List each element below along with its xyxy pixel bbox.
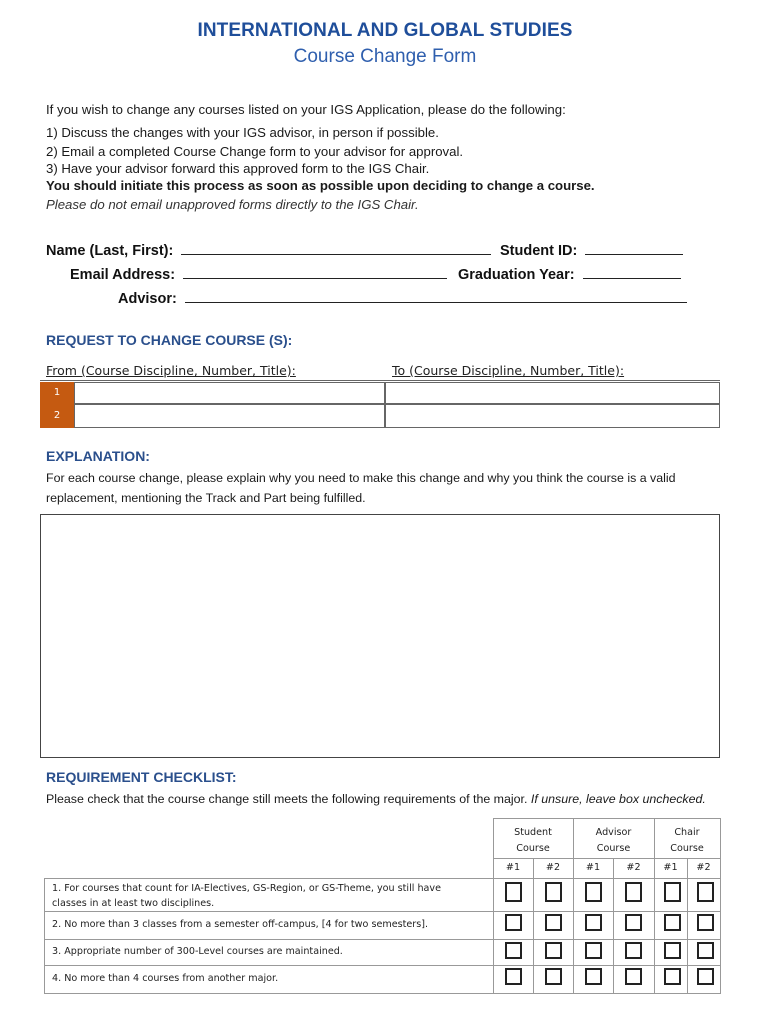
intro-step-3: 3) Have your advisor forward this approved form to the IGS Chair. [46,161,430,176]
student-course-2-checkbox-req-4[interactable] [545,968,562,985]
chair-course-1-checkbox-req-2[interactable] [664,914,681,931]
group-header-line: Course [670,843,704,854]
student-course-2-checkbox-req-1[interactable] [545,882,562,902]
request-heading: REQUEST TO CHANGE COURSE (S): [46,332,293,348]
divider [44,939,720,940]
chair-course-1-checkbox-req-4[interactable] [664,968,681,985]
intro-italic-note: Please do not email unapproved forms directly to the IGS Chair. [46,197,419,212]
form-title: INTERNATIONAL AND GLOBAL STUDIES [197,20,573,41]
requirement-4: 4. No more than 4 courses from another major. [52,973,279,984]
group-header-line: Chair [674,827,700,838]
explanation-line: For each course change, please explain why you need to make this change and why you think the course is a valid [46,471,676,485]
advisor-course-2-checkbox-req-2[interactable] [625,914,642,931]
explanation-heading: EXPLANATION: [46,448,150,464]
checklist-heading: REQUIREMENT CHECKLIST: [46,769,237,785]
explanation-line: replacement, mentioning the Track and Part being fulfilled. [46,491,366,505]
form-subtitle: Course Change Form [293,46,477,67]
checklist-instruction-text: Please check that the course change still meets the following requirements of the major. [46,792,528,806]
requirement-3: 3. Appropriate number of 300-Level courses are maintained. [52,946,343,957]
chair-course-header [654,825,720,857]
subcol-header: #2 [545,862,561,873]
subcol-header: #1 [663,862,678,873]
student-course-1-checkbox-req-4[interactable] [505,968,522,985]
student-course-1-checkbox-req-1[interactable] [505,882,522,902]
subcol-header: #1 [585,862,601,873]
chair-course-2-checkbox-req-1[interactable] [697,882,714,902]
from-column-header: From (Course Discipline, Number, Title): [46,363,296,378]
row-number-1: 1 [40,382,74,404]
group-header-line: Course [596,843,631,854]
checklist-instruction-italic: If unsure, leave box unchecked. [530,792,706,806]
chair-course-1-checkbox-req-3[interactable] [664,942,681,959]
chair-course-1-checkbox-req-1[interactable] [664,882,681,902]
requirement-2: 2. No more than 3 classes from a semester off-campus, [4 for two semesters]. [52,919,428,930]
intro-step-1: 1) Discuss the changes with your IGS advisor, in person if possible. [46,125,439,140]
divider [493,818,720,819]
divider [493,858,720,859]
requirement-text: classes in at least two disciplines. [52,898,215,909]
subcol-header: #2 [696,862,711,873]
group-header-line: Course [516,843,550,854]
advisor-course-header [573,825,654,857]
requirement-text: 1. For courses that count for IA-Electives, GS-Region, or GS-Theme, you still have [52,883,442,894]
intro-bold-note: You should initiate this process as soon as possible upon deciding to change a course. [46,178,595,193]
email-label: Email Address: [70,267,176,283]
student-course-2-checkbox-req-2[interactable] [545,914,562,931]
to-column-header: To (Course Discipline, Number, Title): [392,363,625,378]
name-label: Name (Last, First): [46,243,174,259]
requirement-1 [52,881,492,911]
chair-course-2-checkbox-req-2[interactable] [697,914,714,931]
student-course-1-checkbox-req-3[interactable] [505,942,522,959]
advisor-course-2-checkbox-req-1[interactable] [625,882,642,902]
divider [44,878,45,994]
divider [44,878,720,879]
student-id-label: Student ID: [500,243,578,259]
student-course-header [493,825,573,857]
intro-step-2: 2) Email a completed Course Change form to your advisor for approval. [46,144,464,159]
advisor-course-2-checkbox-req-3[interactable] [625,942,642,959]
group-header-line: Advisor [595,827,632,838]
chair-course-2-checkbox-req-4[interactable] [697,968,714,985]
chair-course-2-checkbox-req-3[interactable] [697,942,714,959]
subcol-header: #2 [626,862,641,873]
advisor-course-1-checkbox-req-2[interactable] [585,914,602,931]
divider [44,993,720,994]
group-header-line: Student [514,827,552,838]
divider [44,965,720,966]
advisor-course-1-checkbox-req-4[interactable] [585,968,602,985]
student-course-2-checkbox-req-3[interactable] [545,942,562,959]
subcol-header: #1 [505,862,521,873]
grad-year-label: Graduation Year: [458,267,575,283]
divider [720,818,721,994]
row-number-2: 2 [40,404,74,428]
divider [44,911,720,912]
advisor-label: Advisor: [118,291,177,307]
advisor-course-1-checkbox-req-1[interactable] [585,882,602,902]
intro-line: If you wish to change any courses listed on your IGS Application, please do the following: [46,102,566,117]
advisor-course-1-checkbox-req-3[interactable] [585,942,602,959]
student-course-1-checkbox-req-2[interactable] [505,914,522,931]
advisor-course-2-checkbox-req-4[interactable] [625,968,642,985]
